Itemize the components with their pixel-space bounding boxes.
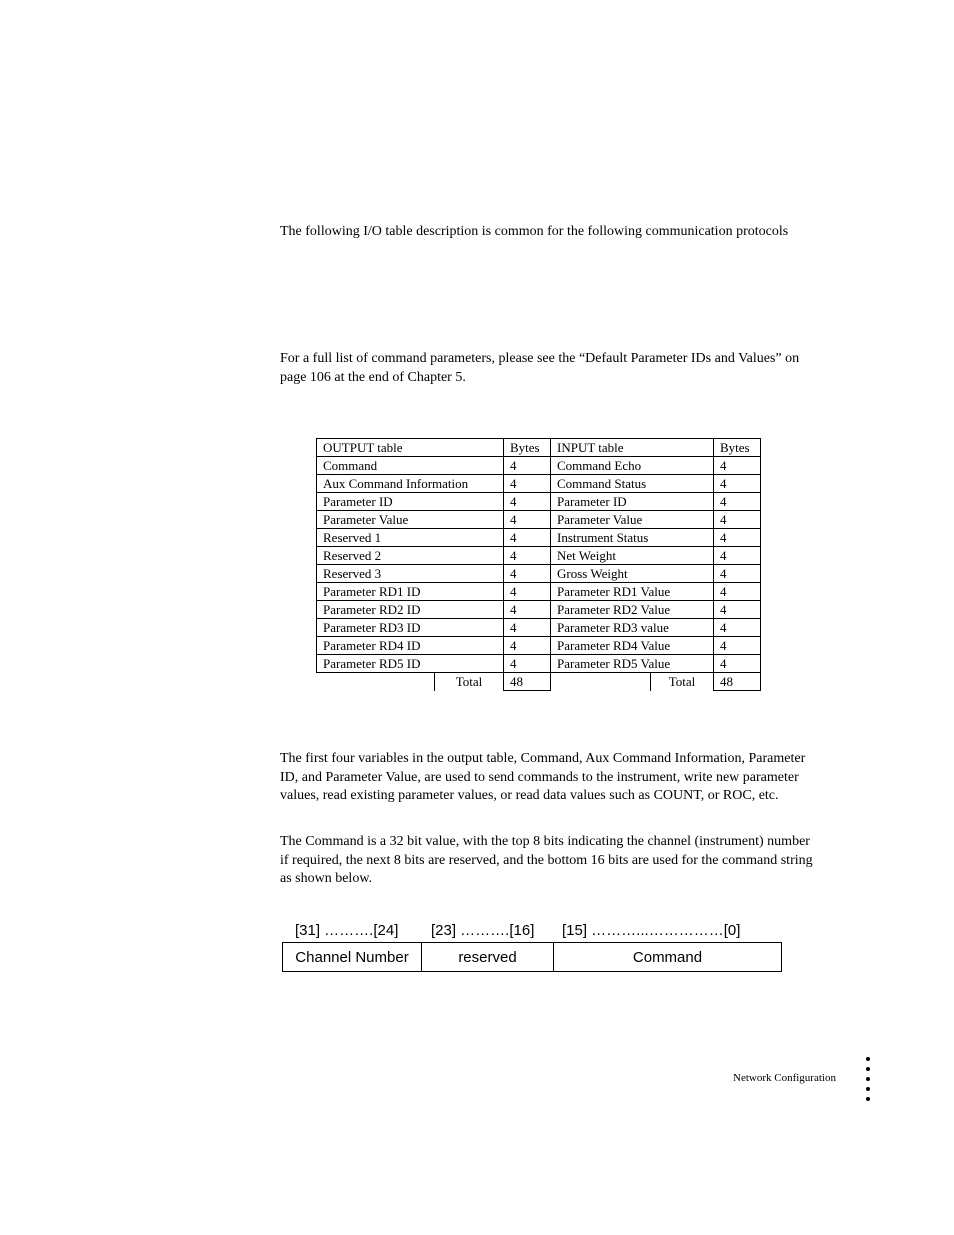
output-cell: Aux Command Information (317, 475, 504, 493)
table-row (317, 637, 761, 655)
output-total-label: Total (434, 673, 503, 691)
channel-number-field: Channel Number (283, 943, 422, 971)
input-cell: Command Status (551, 475, 714, 493)
output-cell: Command (317, 457, 504, 475)
input-cell: Parameter RD2 Value (551, 601, 714, 619)
output-cell: Reserved 1 (317, 529, 504, 547)
table-row (317, 583, 761, 601)
parameters-reference-paragraph: For a full list of command parameters, please see the “Default Parameter IDs and Values” on page 106 at the end of Chapter 5. (280, 351, 800, 385)
reserved-field: reserved (422, 943, 554, 971)
input-cell: Parameter RD5 Value (551, 655, 714, 673)
output-bytes-header: Bytes (504, 439, 551, 457)
input-cell: Parameter Value (551, 511, 714, 529)
input-bytes-cell: 4 (714, 457, 761, 475)
input-bytes-cell: 4 (714, 547, 761, 565)
output-bytes-cell: 4 (504, 511, 551, 529)
output-cell: Parameter RD5 ID (317, 655, 504, 673)
table-row (317, 619, 761, 637)
input-cell: Gross Weight (551, 565, 714, 583)
table-row (317, 655, 761, 673)
input-cell: Parameter ID (551, 493, 714, 511)
output-bytes-cell: 4 (504, 547, 551, 565)
output-bytes-cell: 4 (504, 619, 551, 637)
input-total-value: 48 (714, 673, 761, 691)
input-bytes-cell: 4 (714, 637, 761, 655)
output-cell: Parameter Value (317, 511, 504, 529)
footer-dots-decoration (866, 1057, 872, 1107)
output-table-header: OUTPUT table (317, 439, 504, 457)
table-row (317, 601, 761, 619)
output-total-value: 48 (504, 673, 551, 691)
table-row (317, 529, 761, 547)
output-cell: Reserved 2 (317, 547, 504, 565)
output-bytes-cell: 4 (504, 583, 551, 601)
table-row (317, 475, 761, 493)
output-cell: Parameter RD4 ID (317, 637, 504, 655)
input-cell: Parameter RD4 Value (551, 637, 714, 655)
bit-range-channel: [31] ……….[24] (295, 922, 399, 939)
table-row (317, 457, 761, 475)
io-table (316, 438, 761, 691)
table-row (317, 547, 761, 565)
input-bytes-header: Bytes (714, 439, 761, 457)
command-field: Command (632, 948, 703, 966)
input-cell: Parameter RD3 value (551, 619, 714, 637)
output-bytes-cell: 4 (504, 637, 551, 655)
output-bytes-cell: 4 (504, 493, 551, 511)
input-bytes-cell: 4 (714, 601, 761, 619)
intro-paragraph: The following I/O table description is common for the following communication protocols (280, 224, 789, 239)
output-cell: Parameter RD1 ID (317, 583, 504, 601)
output-cell: Parameter RD2 ID (317, 601, 504, 619)
bit-range-command: [15] ………...……………[0] (562, 922, 741, 939)
input-bytes-cell: 4 (714, 529, 761, 547)
output-cell: Parameter RD3 ID (317, 619, 504, 637)
table-row (317, 511, 761, 529)
input-bytes-cell: 4 (714, 619, 761, 637)
input-cell: Instrument Status (551, 529, 714, 547)
input-bytes-cell: 4 (714, 565, 761, 583)
table-total-row (317, 673, 761, 691)
footer-section-title: Network Configuration (733, 1072, 836, 1084)
output-bytes-cell: 4 (504, 601, 551, 619)
table-row (317, 493, 761, 511)
input-bytes-cell: 4 (714, 655, 761, 673)
output-total-spacer (317, 673, 504, 691)
output-bytes-cell: 4 (504, 529, 551, 547)
input-total-label: Total (650, 673, 713, 691)
command-bits-paragraph: The Command is a 32 bit value, with the top 8 bits indicating the channel (instrument) number if required, the next 8 bits are reserved, and the bottom 16 bits are used for the command string as shown below. (280, 834, 813, 887)
input-cell: Net Weight (551, 547, 714, 565)
bit-range-reserved: [23] ……….[16] (431, 922, 535, 939)
io-table-header-row (317, 439, 761, 457)
io-table-body (317, 439, 761, 691)
output-bytes-cell: 4 (504, 475, 551, 493)
output-cell: Parameter ID (317, 493, 504, 511)
output-bytes-cell: 4 (504, 565, 551, 583)
first-four-variables-paragraph: The first four variables in the output table, Command, Aux Command Information, Parameter ID, and Parameter Value, are used to send commands to the instrument, write new parameter values, read existing parameter values, or read data values such as COUNT, or ROC, etc. (280, 751, 806, 804)
input-bytes-cell: 4 (714, 475, 761, 493)
input-cell: Command Echo (551, 457, 714, 475)
input-bytes-cell: 4 (714, 583, 761, 601)
input-table-header: INPUT table (551, 439, 714, 457)
input-cell: Parameter RD1 Value (551, 583, 714, 601)
input-total-spacer (551, 673, 714, 691)
command-bit-layout (282, 942, 782, 972)
table-row (317, 565, 761, 583)
output-bytes-cell: 4 (504, 655, 551, 673)
input-bytes-cell: 4 (714, 511, 761, 529)
input-bytes-cell: 4 (714, 493, 761, 511)
output-cell: Reserved 3 (317, 565, 504, 583)
output-bytes-cell: 4 (504, 457, 551, 475)
